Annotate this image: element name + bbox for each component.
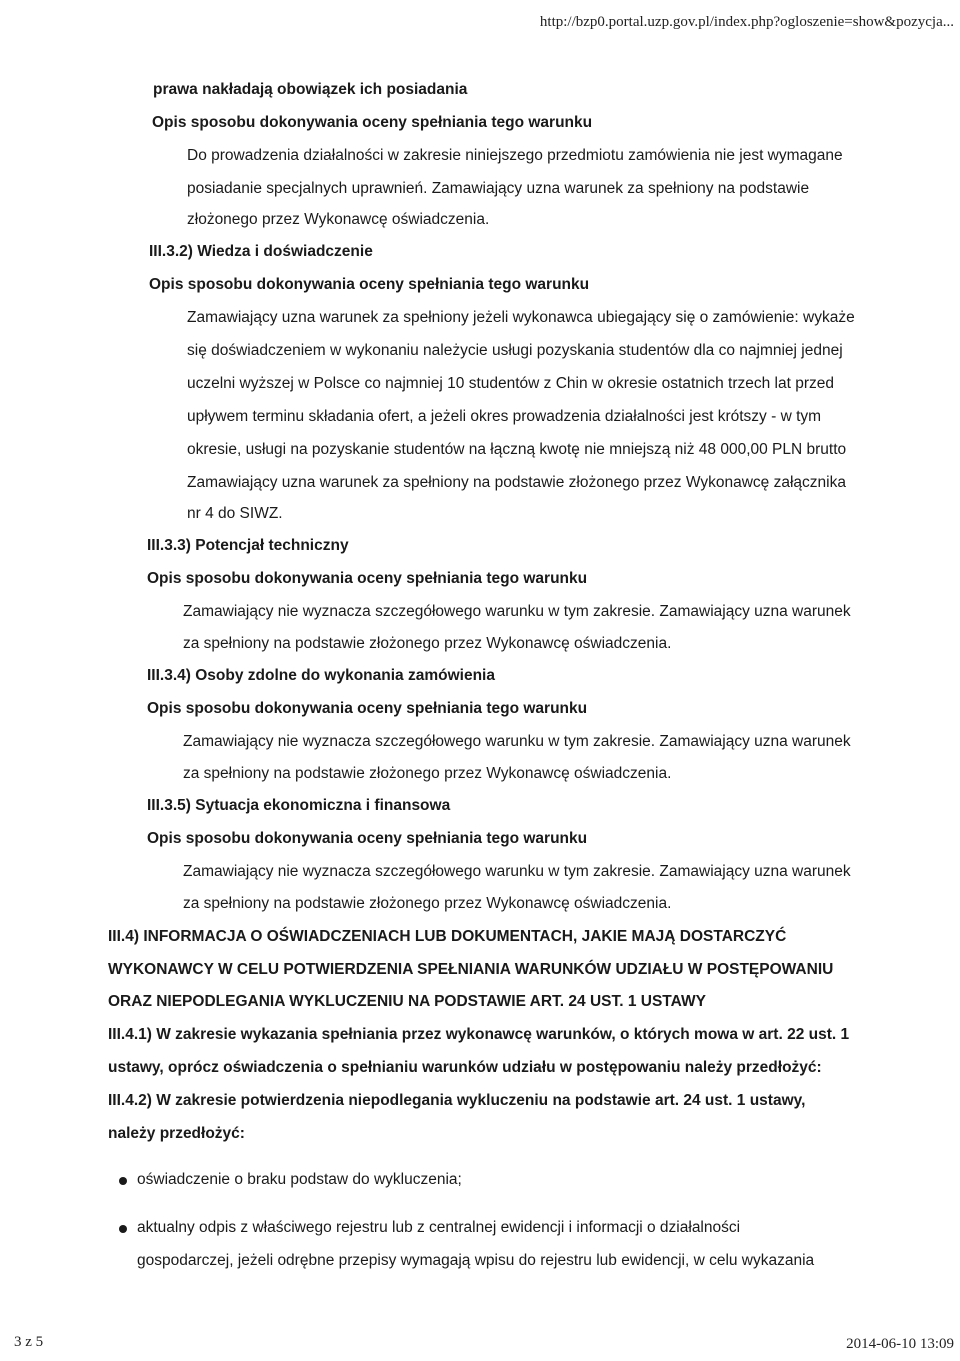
text-line: Do prowadzenia działalności w zakresie niniejszego przedmiotu zamówienia nie jest wymagane: [187, 147, 843, 164]
section-heading: III.3.3) Potencjał techniczny: [147, 537, 349, 554]
bullet-icon: [119, 1177, 127, 1185]
section-heading: III.4) INFORMACJA O OŚWIADCZENIACH LUB DOKUMENTACH, JAKIE MAJĄ DOSTARCZYĆ: [108, 928, 787, 945]
text-line: złożonego przez Wykonawcę oświadczenia.: [187, 211, 490, 228]
section-heading: III.3.5) Sytuacja ekonomiczna i finansowa: [147, 797, 451, 814]
section-heading: III.3.2) Wiedza i doświadczenie: [149, 243, 373, 260]
text-line: za spełniony na podstawie złożonego przez Wykonawcę oświadczenia.: [183, 765, 672, 782]
list-item: gospodarczej, jeżeli odrębne przepisy wymagają wpisu do rejestru lub ewidencji, w celu wykazania: [137, 1252, 815, 1269]
text-line: upływem terminu składania ofert, a jeżeli okres prowadzenia działalności jest krótszy - w tym: [187, 408, 822, 425]
list-item: oświadczenie o braku podstaw do wykluczenia;: [137, 1171, 462, 1188]
page-url: http://bzp0.portal.uzp.gov.pl/index.php?ogloszenie=show&pozycja...: [539, 14, 954, 30]
subheading: Opis sposobu dokonywania oceny spełniania tego warunku: [152, 114, 593, 131]
bullet-icon: [119, 1225, 127, 1233]
subheading: Opis sposobu dokonywania oceny spełniania tego warunku: [147, 700, 588, 717]
text-line: prawa nakładają obowiązek ich posiadania: [153, 81, 468, 98]
text-line: III.4.1) W zakresie wykazania spełniania przez wykonawcę warunków, o których mowa w art. 22 ust. 1: [108, 1026, 850, 1043]
text-line: nr 4 do SIWZ.: [187, 505, 283, 522]
text-line: należy przedłożyć:: [108, 1125, 245, 1142]
text-line: III.4.2) W zakresie potwierdzenia niepodlegania wykluczeniu na podstawie art. 24 ust. 1 ustawy,: [108, 1092, 806, 1109]
section-heading: ORAZ NIEPODLEGANIA WYKLUCZENIU NA PODSTAWIE ART. 24 UST. 1 USTAWY: [108, 993, 706, 1010]
text-line: Zamawiający nie wyznacza szczegółowego warunku w tym zakresie. Zamawiający uzna warunek: [183, 603, 851, 620]
section-heading: III.3.4) Osoby zdolne do wykonania zamówienia: [147, 667, 495, 684]
list-item: aktualny odpis z właściwego rejestru lub z centralnej ewidencji i informacji o działalności: [137, 1219, 741, 1236]
print-timestamp: 2014-06-10 13:09: [846, 1336, 954, 1352]
text-line: Zamawiający uzna warunek za spełniony na podstawie złożonego przez Wykonawcę załącznika: [187, 474, 846, 491]
text-line: za spełniony na podstawie złożonego przez Wykonawcę oświadczenia.: [183, 895, 672, 912]
text-line: posiadanie specjalnych uprawnień. Zamawiający uzna warunek za spełniony na podstawie: [187, 180, 810, 197]
text-line: okresie, usługi na pozyskanie studentów na łączną kwotę nie mniejszą niż 48 000,00 PLN brutto: [187, 441, 847, 458]
text-line: uczelni wyższej w Polsce co najmniej 10 studentów z Chin w okresie ostatnich trzech lat przed: [187, 375, 834, 392]
text-line: ustawy, oprócz oświadczenia o spełnianiu warunków udziału w postępowaniu należy przedłożyć:: [108, 1059, 822, 1076]
text-line: Zamawiający uzna warunek za spełniony jeżeli wykonawca ubiegający się o zamówienie: wykaże: [187, 309, 855, 326]
page-number: 3 z 5: [14, 1334, 44, 1350]
section-heading: WYKONAWCY W CELU POTWIERDZENIA SPEŁNIANIA WARUNKÓW UDZIAŁU W POSTĘPOWANIU: [108, 961, 834, 978]
text-line: się doświadczeniem w wykonaniu należycie usługi pozyskania studentów dla co najmniej jednej: [187, 342, 843, 359]
text-line: Zamawiający nie wyznacza szczegółowego warunku w tym zakresie. Zamawiający uzna warunek: [183, 863, 851, 880]
subheading: Opis sposobu dokonywania oceny spełniania tego warunku: [147, 570, 588, 587]
text-line: Zamawiający nie wyznacza szczegółowego warunku w tym zakresie. Zamawiający uzna warunek: [183, 733, 851, 750]
text-line: za spełniony na podstawie złożonego przez Wykonawcę oświadczenia.: [183, 635, 672, 652]
subheading: Opis sposobu dokonywania oceny spełniania tego warunku: [149, 276, 590, 293]
subheading: Opis sposobu dokonywania oceny spełniania tego warunku: [147, 830, 588, 847]
